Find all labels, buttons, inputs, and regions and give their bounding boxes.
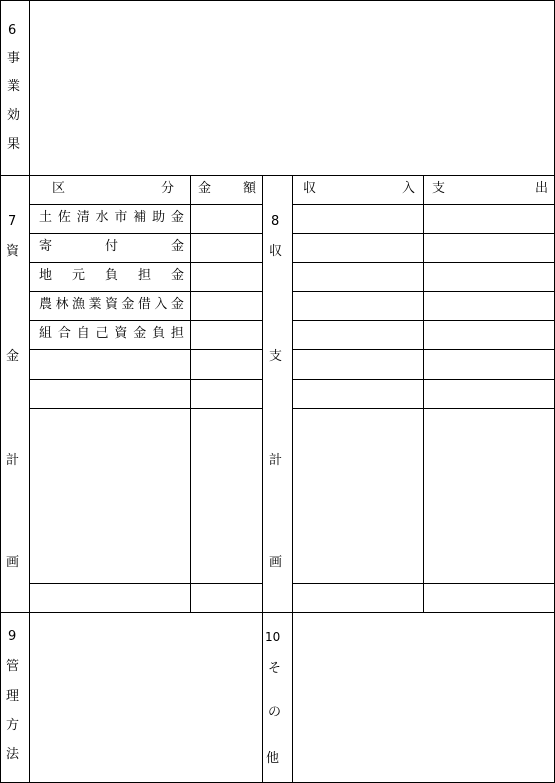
fund-row-label: 土 佐 清 水 市 補 助 金 [39,210,184,225]
income-header: 収 入 [303,181,415,196]
section-6-label-char: 事 [7,51,21,66]
section-10-label-char: の [268,705,282,720]
amount-cell[interactable] [191,350,262,379]
section-7-label-char: 金 [6,349,20,364]
section-8-label-char: 支 [269,349,283,364]
section-7-label-char: 資 [6,244,20,259]
income-total-cell[interactable] [293,584,423,612]
section-8-label-char: 収 [269,244,283,259]
amount-header: 金 額 [198,181,256,196]
section-10-content-field[interactable] [293,613,554,782]
section-9-label-char: 理 [6,689,20,704]
section-10-label-char: そ [268,661,282,676]
section-7-number: 7 [8,214,17,229]
section-6-label-char: 果 [7,137,21,152]
section-6-label-char: 業 [7,79,21,94]
section-9-label-char: 管 [6,659,20,674]
category-cell[interactable] [30,409,190,583]
section-10-label-char: 他 [266,751,280,766]
expense-total-cell[interactable] [424,584,554,612]
section-9-content-field[interactable] [30,613,262,782]
section-10-number: 10 [265,630,281,644]
section-9-label-char: 法 [6,747,20,762]
fund-row-label: 地 元 負 担 金 [39,268,184,283]
amount-cell[interactable] [191,321,262,349]
expense-header: 支 出 [432,181,548,196]
section-9-number: 9 [8,629,17,644]
category-header: 区 分 [52,181,174,196]
section-6-content-field[interactable] [30,1,554,175]
section-8-label-char: 計 [269,453,283,468]
fund-row-label: 農 林 漁 業 資 金 借 入 金 [39,297,184,312]
section-7-label-char: 計 [6,453,20,468]
category-cell[interactable] [30,350,190,379]
section-8-number: 8 [271,214,280,229]
section-7-label-char: 画 [6,555,20,570]
amount-cell[interactable] [191,263,262,291]
amount-cell[interactable] [191,205,262,233]
section-8-label-char: 画 [269,555,283,570]
expense-column[interactable] [424,205,554,583]
section-6-label-char: 効 [7,108,21,123]
fund-row-label: 寄 付 金 [39,239,184,254]
fund-row-label: 組 合 自 己 資 金 負 担 [39,326,184,341]
amount-cell[interactable] [191,409,262,583]
income-column[interactable] [293,205,423,583]
total-amount-cell[interactable] [191,584,262,612]
amount-cell[interactable] [191,380,262,408]
total-label-cell[interactable] [30,584,190,612]
amount-cell[interactable] [191,292,262,320]
category-cell[interactable] [30,380,190,408]
section-9-label-char: 方 [6,718,20,733]
section-6-number: 6 [8,23,17,38]
amount-cell[interactable] [191,234,262,262]
